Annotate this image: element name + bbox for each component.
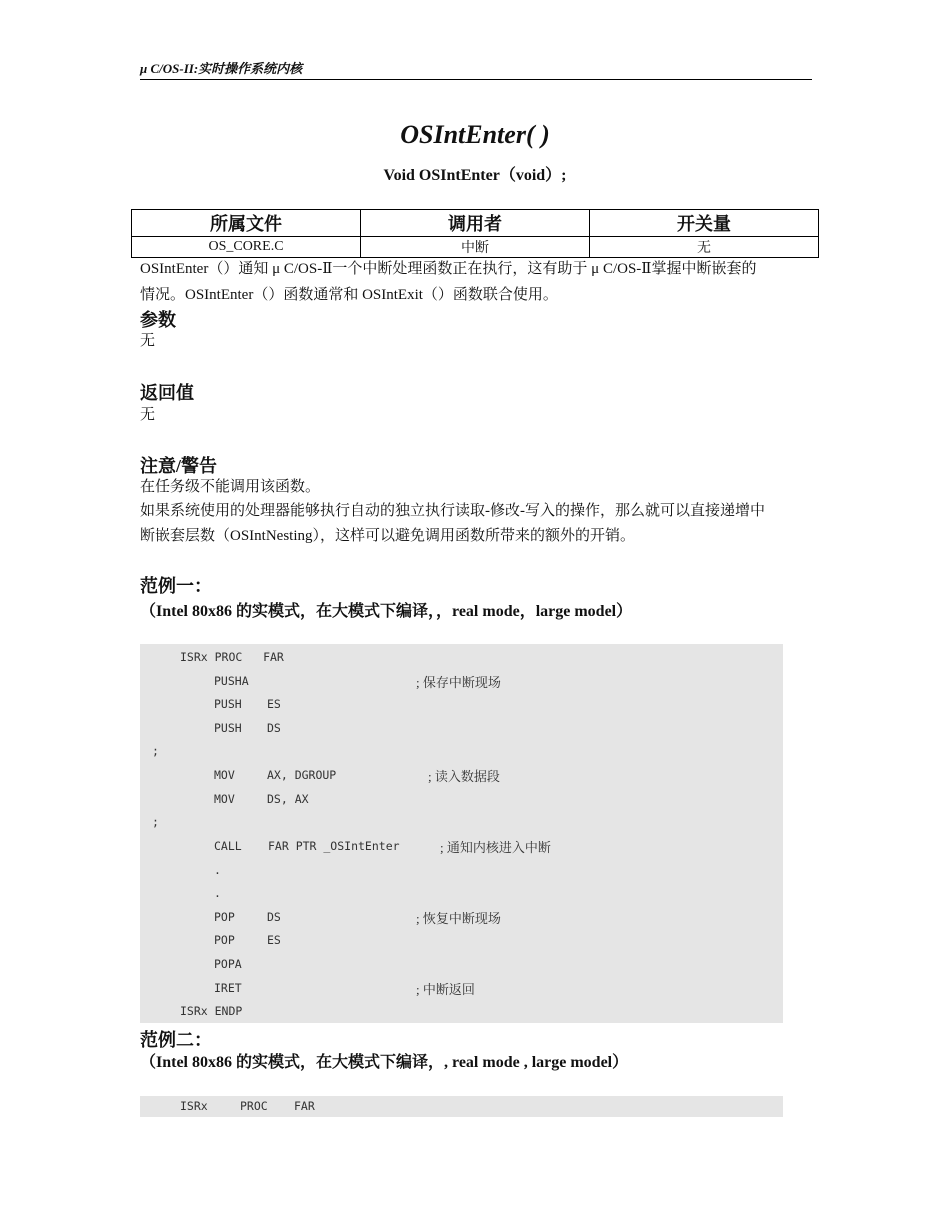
description-line-1: OSIntEnter（）通知 μ C/OS-Ⅱ一个中断处理函数正在执行，这有助于 μ C/OS-Ⅱ掌握中断嵌套的	[140, 261, 757, 277]
notes-heading: 注意/警告	[140, 456, 218, 476]
notes-line-2: 如果系统使用的处理器能够执行自动的独立执行读取-修改-写入的操作，那么就可以直接递增中	[140, 503, 765, 519]
code-comment: ; 恢复中断现场	[416, 911, 501, 926]
code-op: IRET	[214, 981, 242, 995]
code-line	[140, 981, 780, 999]
code-operand: DS, AX	[267, 792, 309, 806]
code-operand: ES	[267, 697, 281, 711]
code-arg: FAR	[294, 1099, 315, 1113]
example1-subtitle: （Intel 80x86 的实模式，在大模式下编译，，real mode，large model）	[140, 603, 633, 620]
code-line	[140, 863, 780, 881]
code-op: CALL	[214, 839, 242, 853]
code-op: POP	[214, 933, 235, 947]
notes-line-3: 断嵌套层数（OSIntNesting），这样可以避免调用函数所带来的额外的开销。	[140, 528, 636, 544]
code-op: ;	[152, 744, 159, 758]
code-op: .	[214, 863, 221, 877]
description-line-2: 情况。OSIntEnter（）函数通常和 OSIntExit（）函数联合使用。	[140, 287, 558, 303]
code-line	[140, 815, 780, 833]
code-line	[140, 650, 780, 668]
example2-subtitle: （Intel 80x86 的实模式，在大模式下编译，, real mode , large model）	[140, 1054, 629, 1071]
example1-code-block	[140, 644, 783, 1023]
code-line	[140, 910, 780, 928]
params-heading: 参数	[140, 310, 176, 330]
table-cell-file: OS_CORE.C	[132, 237, 361, 258]
table-cell-switch: 无	[590, 237, 819, 258]
table-header-switch: 开关量	[590, 210, 819, 237]
code-line	[140, 957, 780, 975]
table-header-file: 所属文件	[132, 210, 361, 237]
example2-code-block	[140, 1096, 783, 1117]
code-op: ISRx PROC FAR	[180, 650, 284, 664]
running-header: μ C/OS-II:实时操作系统内核	[140, 58, 812, 80]
code-line	[140, 674, 780, 692]
code-op: MOV	[214, 792, 235, 806]
table-cell-caller: 中断	[361, 237, 590, 258]
code-line	[140, 886, 780, 904]
code-line	[140, 792, 780, 810]
code-label: ISRx	[180, 1099, 208, 1113]
code-line	[140, 721, 780, 739]
params-value: 无	[140, 333, 156, 349]
code-operand: ES	[267, 933, 281, 947]
code-op: POPA	[214, 957, 242, 971]
code-operand: FAR PTR _OSIntEnter	[268, 839, 400, 853]
code-line	[140, 768, 780, 786]
code-line	[140, 1004, 780, 1022]
code-comment: ; 中断返回	[416, 982, 475, 997]
notes-line-1: 在任务级不能调用该函数。	[140, 479, 321, 495]
example1-heading: 范例一：	[140, 576, 212, 596]
code-comment: ; 读入数据段	[428, 769, 500, 784]
code-operand: AX, DGROUP	[267, 768, 337, 782]
code-op: POP	[214, 910, 235, 924]
code-line	[140, 839, 780, 857]
code-op: PUSHA	[214, 674, 249, 688]
code-op: PUSH	[214, 721, 242, 735]
function-info-table	[131, 209, 819, 258]
code-op: MOV	[214, 768, 235, 782]
code-line	[140, 744, 780, 762]
code-op: .	[214, 886, 221, 900]
function-signature: Void OSIntEnter（void）;	[383, 167, 567, 184]
return-value: 无	[140, 407, 156, 423]
code-op: PUSH	[214, 697, 242, 711]
code-op: ;	[152, 815, 159, 829]
code-comment: ; 保存中断现场	[416, 675, 501, 690]
code-op: PROC	[240, 1099, 268, 1113]
code-operand: DS	[267, 721, 281, 735]
code-line	[140, 933, 780, 951]
code-op: ISRx ENDP	[180, 1004, 243, 1018]
code-line	[140, 697, 780, 715]
table-header-caller: 调用者	[361, 210, 590, 237]
return-heading: 返回值	[140, 383, 194, 403]
example2-heading: 范例二：	[140, 1030, 212, 1050]
code-operand: DS	[267, 910, 281, 924]
code-line	[180, 1099, 780, 1117]
code-comment: ; 通知内核进入中断	[440, 840, 551, 855]
function-title: OSIntEnter( )	[400, 120, 550, 149]
